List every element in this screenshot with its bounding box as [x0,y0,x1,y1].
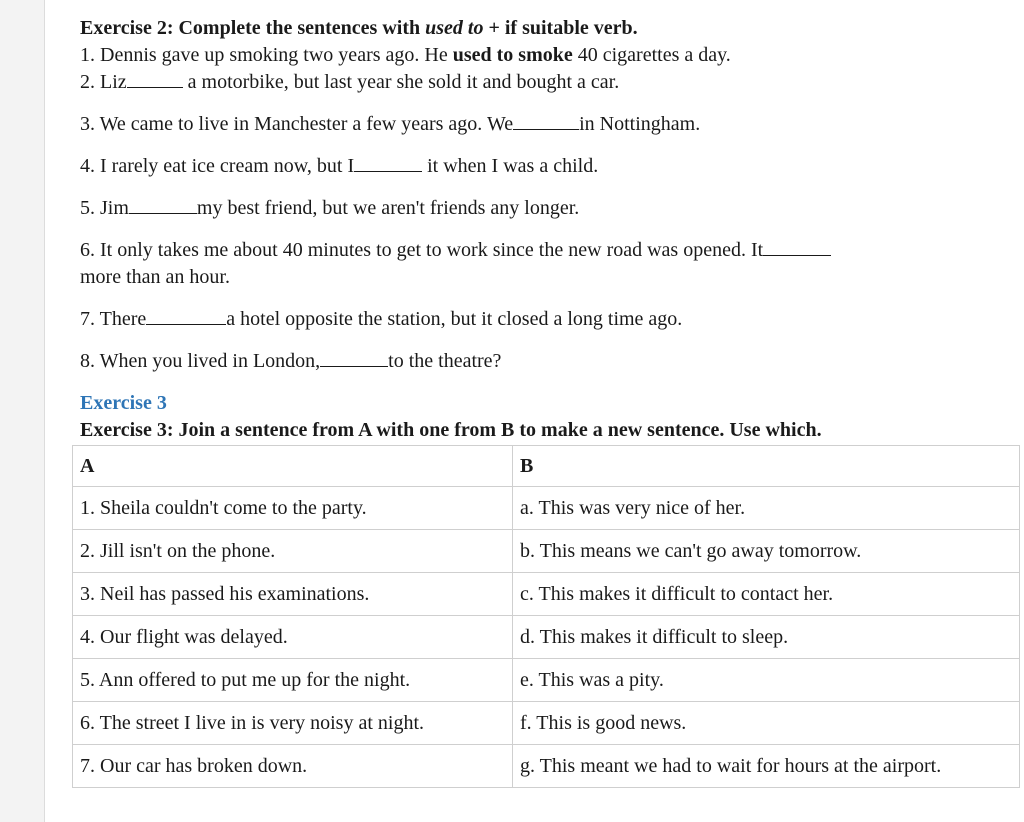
answer-blank[interactable] [129,195,197,214]
cell-a: 4. Our flight was delayed. [73,616,513,659]
cell-a: 6. The street I live in is very noisy at night. [73,702,513,745]
table-row [73,659,1020,702]
cell-b: b. This means we can't go away tomorrow. [513,530,1020,573]
matching-table [72,445,1020,788]
cell-b: d. This makes it difficult to sleep. [513,616,1020,659]
column-a-header: A [73,446,513,487]
sentence-7: 7. There a hotel opposite the station, but it closed a long time ago. [80,308,683,330]
exercise-2 [80,15,1020,444]
cell-b: a. This was very nice of her. [513,487,1020,530]
cell-b: e. This was a pity. [513,659,1020,702]
sentence-3: 3. We came to live in Manchester a few years ago. We in Nottingham. [80,113,701,135]
sentence-4: 4. I rarely eat ice cream now, but I it when I was a child. [80,155,599,177]
answer-blank[interactable] [513,111,579,130]
exercise-3-instruction: Exercise 3: Join a sentence from A with one from B to make a new sentence. Use which. [80,419,822,441]
cell-b: g. This meant we had to wait for hours at the airport. [513,745,1020,788]
table-row [73,530,1020,573]
sentence-2: 2. Liz a motorbike, but last year she sold it and bought a car. [80,71,620,93]
sentence-5: 5. Jim my best friend, but we aren't friends any longer. [80,197,580,219]
cell-a: 1. Sheila couldn't come to the party. [73,487,513,530]
document-page [44,0,1024,822]
table-header-row [73,446,1020,487]
table-row [73,573,1020,616]
cell-b: c. This makes it difficult to contact her. [513,573,1020,616]
sentence-8: 8. When you lived in London, to the theatre? [80,350,502,372]
column-b-header: B [513,446,1020,487]
cell-a: 7. Our car has broken down. [73,745,513,788]
cell-a: 5. Ann offered to put me up for the night. [73,659,513,702]
answer-blank[interactable] [127,69,183,88]
cell-a: 2. Jill isn't on the phone. [73,530,513,573]
answer-blank[interactable] [763,237,831,256]
cell-a: 3. Neil has passed his examinations. [73,573,513,616]
table-row [73,745,1020,788]
answer-blank[interactable] [146,306,226,325]
table-row [73,487,1020,530]
sentence-1: 1. Dennis gave up smoking two years ago. He used to smoke 40 cigarettes a day. [80,44,731,66]
table-row [73,702,1020,745]
exercise-2-heading: Exercise 2: Complete the sentences with used to + if suitable verb. [80,17,638,39]
sentence-6: 6. It only takes me about 40 minutes to get to work since the new road was opened. It [80,237,1020,264]
sentence-6-continued: more than an hour. [80,266,230,288]
answer-blank[interactable] [320,348,388,367]
table-row [73,616,1020,659]
answer-blank[interactable] [354,153,422,172]
exercise-3-title: Exercise 3 [80,392,167,414]
cell-b: f. This is good news. [513,702,1020,745]
